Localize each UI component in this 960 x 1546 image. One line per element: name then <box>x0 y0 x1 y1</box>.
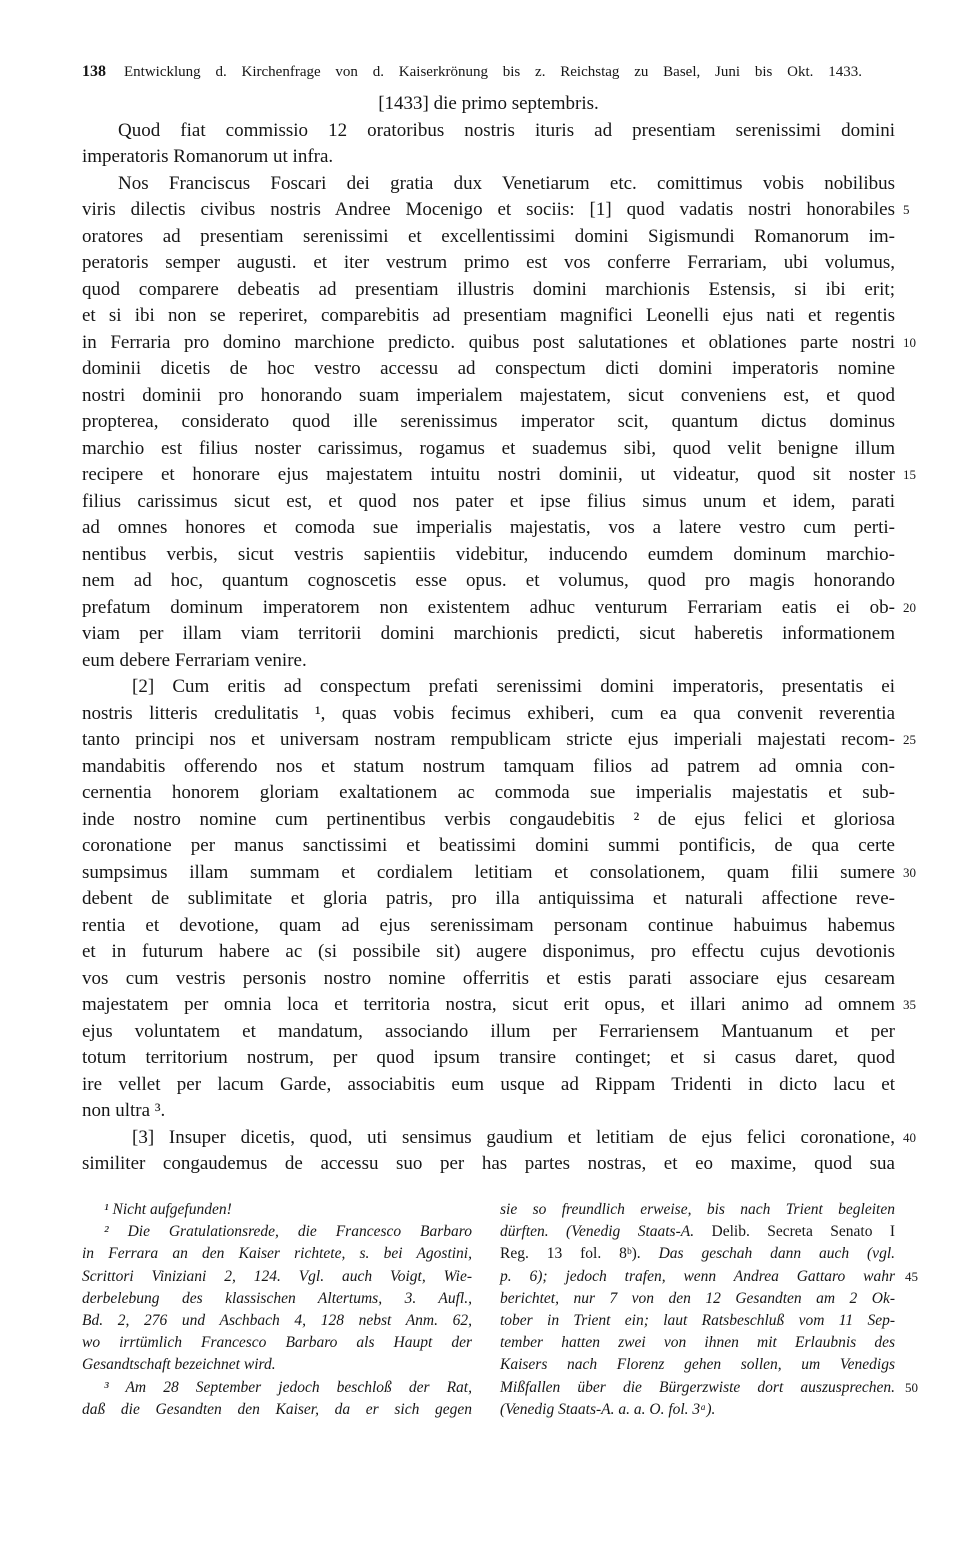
text-line: et si ibi non se reperiret, comparebitis ad presentiam magnifici Leonelli ejus nati et regentis <box>82 305 895 326</box>
text-line: prefatum dominum imperatorem non existentem adhuc venturum Ferrariam eatis ei ob- 20 <box>82 595 895 622</box>
line-number: 40 <box>903 1129 916 1145</box>
footnote-line: sie so freundlich erweise, bis nach Trient begleiten <box>500 1201 895 1218</box>
document-body <box>82 91 916 1178</box>
footnote-line: Gesandtschaft bezeichnet wird. <box>82 1356 276 1374</box>
footnote-line: Kaisers nach Florenz gehen sollen, um Venedigs <box>500 1356 895 1374</box>
footnote-line: ¹ Nicht aufgefunden! <box>104 1201 232 1218</box>
text-line: filius carissimus sicut est, et quod nos pater et ipse filius simus unum et idem, parati <box>82 490 895 512</box>
text-line: rentia et devotione, quam ad ejus serenissimam personam continue habuimus habemus <box>82 914 895 936</box>
footnote-line: ³ Am 28 September jedoch beschloß der Rat, <box>104 1378 472 1396</box>
text-line: quod comparere debeatis ad presentiam illustris domini marchionis Estensis, si ibi erit; <box>82 278 895 300</box>
text-line: nostris litteris credulitatis ¹, quas vobis fecimus exhiberi, cum ea qua convenit reverentia <box>82 702 895 724</box>
text-line: viam per illam viam territorii domini marchionis predicti, sicut haberetis informationem <box>82 623 895 644</box>
text-line: ejus voluntatem et mandatum, associando illum per Ferrariensem Mantuanum et per <box>82 1020 895 1042</box>
text-line: tanto principi nos et universam nostram rempublicam stricte ejus imperiali majestati recom- 25 <box>82 727 895 754</box>
line-number: 35 <box>903 997 916 1012</box>
text-line: nem ad hoc, quantum cognoscetis esse opus. et volumus, quod pro magis honorando <box>82 570 895 591</box>
footnote-line: ² Die Gratulationsrede, die Francesco Barbaro <box>104 1223 472 1241</box>
text-line: [2] Cum eritis ad conspectum prefati serenissimi domini imperatoris, presentatis ei <box>132 676 895 697</box>
text-line: Quod fiat commissio 12 oratoribus nostris ituris ad presentiam serenissimi domini <box>118 119 895 141</box>
text-line: nentibus verbis, sicut vestris sapientiis videbitur, inducendo eumdem dominum marchio- <box>82 543 895 565</box>
text-line: marchio est filius noster carissimus, rogamus et suademus sibi, quod velit benigne illum <box>82 437 895 459</box>
text-line: peratoris semper augusti. et iter vestrum primo est vos conferre Ferrariam, ubi volumus, <box>82 252 895 273</box>
text-line: in Ferraria pro domino marchione predicto. quibus post salutationes et oblationes parte nostri 10 <box>82 330 895 357</box>
footnote-line: tober in Trient ein; laut Ratsbeschluß vom 11 Sep- <box>500 1311 895 1329</box>
line-number: 50 <box>905 1379 918 1395</box>
line-number: 10 <box>903 334 916 350</box>
text-line: debent de sublimitate et gloria patris, pro illa antiquissima et naturali affectione reve- <box>82 888 895 909</box>
footnote-line: tember hatten zwei von ihnen mit Erlaubnis des <box>500 1334 895 1352</box>
text-line: totum territorium nostrum, per quod ipsum transire continget; et si casus daret, quod <box>82 1047 895 1068</box>
text-line: non ultra ³. <box>82 1100 166 1121</box>
text-line: mandabitis offerendo nos et statum nostrum tamquam filios ad patrem ad omnia con- <box>82 755 895 777</box>
text-line: Nos Franciscus Foscari dei gratia dux Venetiarum etc. comittimus vobis nobilibus <box>118 172 895 194</box>
text-line: [3] Insuper dicetis, quod, uti sensimus gaudium et letitiam de ejus felici coronatione, 40 <box>82 1125 895 1152</box>
footnote-line: (Venedig Staats-A. a. a. O. fol. 3ᵃ). <box>500 1400 716 1418</box>
line-number: 20 <box>903 599 916 615</box>
line-number: 5 <box>903 202 910 217</box>
text-line: cernentia honorem gloriam exaltationem ac commoda sue imperialis majestatis et sub- <box>82 782 895 803</box>
footnote-line: in Ferrara an den Kaiser richtete, s. bei Agostini, <box>82 1245 472 1263</box>
footnotes-left-column <box>82 1199 472 1421</box>
date-heading: [1433] die primo septembris. <box>378 93 599 114</box>
footnote-line: Mißfallen über die Bürgerzwiste dort auszusprechen. 50 <box>500 1377 895 1399</box>
text-line: ire vellet per lacum Garde, associabitis eum usque ad Rippam Tridenti in dicto lacu et <box>82 1073 895 1095</box>
line-number: 25 <box>903 732 916 747</box>
footnote-line: Bd. 2, 276 und Aschbach 4, 128 nebst Anm. 62, <box>82 1311 472 1329</box>
text-line: viris dilectis civibus nostris Andree Mocenigo et sociis: [1] quod vadatis nostri honorabiles 5 <box>82 197 895 224</box>
running-title: Entwicklung d. Kirchenfrage von d. Kaiserkrönung bis z. Reichstag zu Basel, Juni bis Okt. 1433. <box>124 64 862 80</box>
footnote-line: derbelebung des klassischen Altertums, 3. Aufl., <box>82 1289 472 1307</box>
footnote-line: berichtet, nur 7 von den 12 Gesandten am 2 Ok- <box>500 1289 895 1307</box>
text-line: similiter congaudemus de accessu suo per has partes nostras, et eo maxime, quod sua <box>82 1153 895 1174</box>
text-line: dominii dicetis de hoc vestro accessu ad conspectum dicti domini imperatoris nomine <box>82 358 895 379</box>
text-line: coronatione per manus sanctissimi et beatissimi domini summi pontificis, de qua certe <box>82 835 895 856</box>
text-line: majestatem per omnia loca et territoria nostra, sicut erit opus, et illari animo ad omnem 35 <box>82 992 895 1019</box>
footnote-line: Reg. 13 fol. 8ᵇ). Das geschah dann auch (vgl. <box>500 1245 895 1263</box>
line-number: 45 <box>905 1268 918 1284</box>
footnote-line: dürften. (Venedig Staats-A. Delib. Secreta Senato I <box>500 1223 896 1241</box>
line-number: 15 <box>903 467 916 482</box>
text-line: propterea, considerato quod ille serenissimus imperator scit, quantum dictus dominus <box>82 411 895 432</box>
text-line: nostri dominii pro honorando suam imperialem majestatem, sicut conveniens est, et quod <box>82 384 895 406</box>
text-line: imperatoris Romanorum ut infra. <box>82 146 334 167</box>
footnote-line: p. 6); jedoch trafen, wenn Andrea Gattaro wahr 45 <box>500 1266 895 1288</box>
text-line: sumpsimus illam summam et cordialem letitiam et consolationem, quam filii sumere 30 <box>82 860 895 887</box>
footnote-line: daß die Gesandten den Kaiser, da er sich gegen <box>82 1400 472 1418</box>
page-number: 138 <box>82 63 106 80</box>
line-number: 30 <box>903 864 916 880</box>
footnote-line: wo irrtümlich Francesco Barbaro als Haupt der <box>82 1334 472 1352</box>
text-line: inde nostro nomine cum pertinentibus verbis congaudebitis ² de ejus felici et gloriosa <box>82 808 895 830</box>
text-line: ad omnes honores et comoda sue imperialis majestatis, vos a latere vestro cum perti- <box>82 517 895 538</box>
text-line: et in futurum habere ac (si possibile sit) augere disponimus, pro effectu cujus devotionis <box>82 941 895 962</box>
text-line: recipere et honorare ejus majestatem intuitu nostri dominii, ut videatur, quod sit noster 15 <box>82 462 895 489</box>
text-line: eum debere Ferrariam venire. <box>82 649 307 671</box>
text-line: oratores ad presentiam serenissimi et excellentissimi domini Sigismundi Romanorum im- <box>82 225 895 247</box>
running-head <box>82 61 862 83</box>
text-line: vos cum vestris personis nostro nomine offerritis et estis parati associare ejus cesaream <box>82 967 895 989</box>
footnote-line: Scrittori Viniziani 2, 124. Vgl. auch Voigt, Wie- <box>82 1267 472 1285</box>
footnotes-right-column <box>500 1199 918 1421</box>
